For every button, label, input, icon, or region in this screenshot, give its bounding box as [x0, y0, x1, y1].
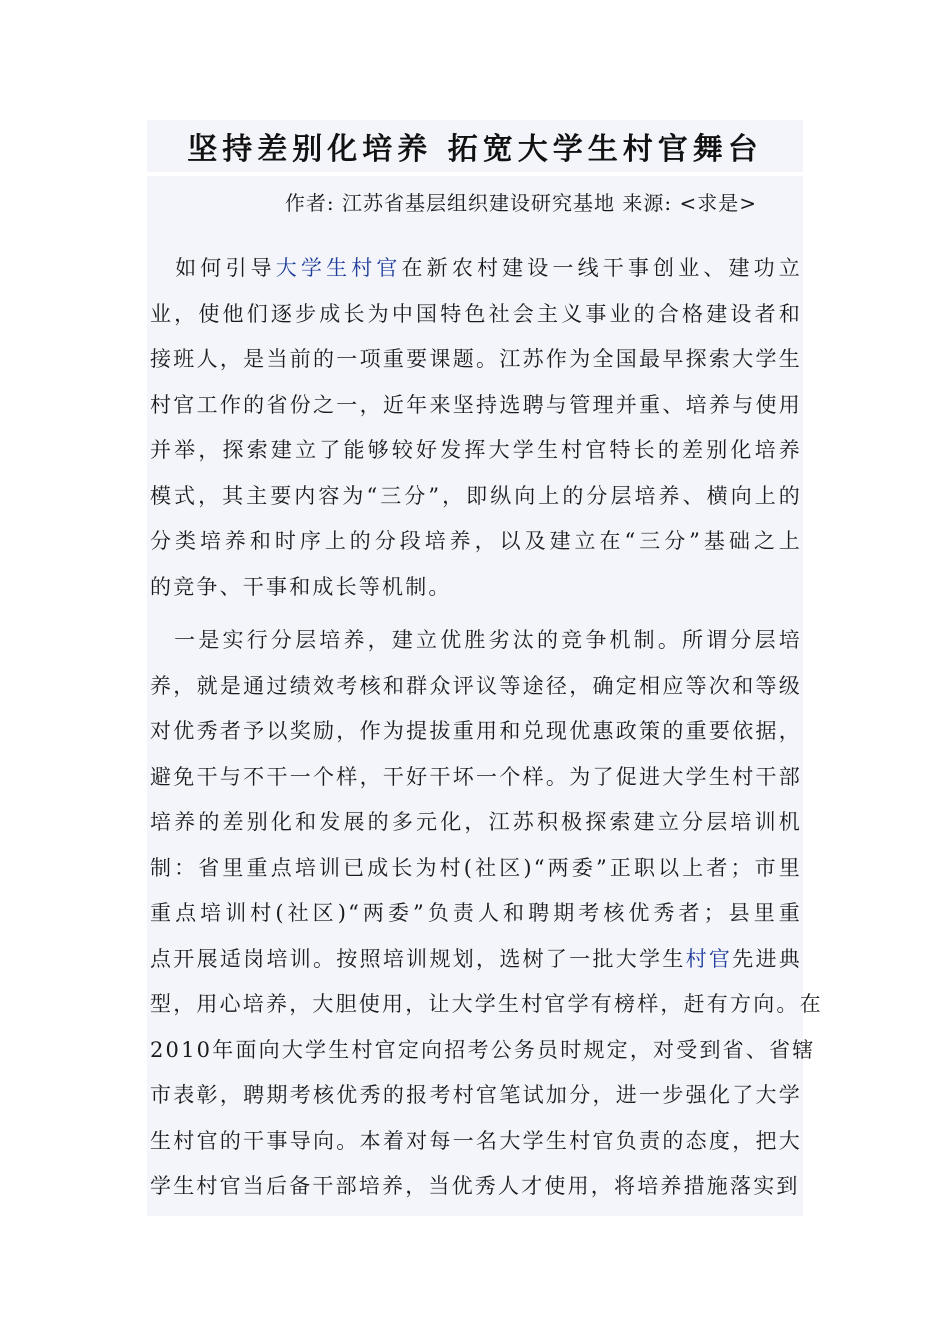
article-title: 坚持差别化培养 拓宽大学生村官舞台: [187, 132, 763, 167]
paragraph-line: [150, 709, 802, 755]
line-text: 的竞争、干事和成长等机制。: [150, 574, 452, 599]
paragraph-line: [150, 1119, 802, 1165]
paragraph-line: [150, 664, 802, 710]
line-text: 市表彰，聘期考核优秀的报考村官笔试加分，进一步强化了大学: [150, 1083, 802, 1107]
line-text: 对优秀者予以奖励，作为提拔重用和兑现优惠政策的重要依据，: [150, 719, 802, 743]
line-text: 制：省里重点培训已成长为村(社区)“两委”正职以上者；市里: [150, 855, 802, 880]
line-text: 型，用心培养，大胆使用，让大学生村官学有榜样，赶有方向。在: [150, 992, 823, 1016]
line-text: 在新农村建设一线干事创业、建功立: [401, 256, 803, 280]
line-text: 业，使他们逐步成长为中国特色社会主义事业的合格建设者和: [150, 301, 802, 326]
paragraph-line: [150, 1028, 816, 1074]
keyword-link[interactable]: 大学生村官: [275, 256, 402, 280]
line-text: 避免干与不干一个样，干好干坏一个样。为了促进大学生村干部: [150, 764, 802, 789]
line-text: 并举，探索建立了能够较好发挥大学生村官特长的差别化培养: [150, 438, 802, 462]
paragraph-line: [150, 1164, 802, 1210]
line-text: 重点培训村(社区)“两委”负责人和聘期考核优秀者；县里重: [150, 901, 802, 925]
line-text: 养，就是通过绩效考核和群众评议等途径，确定相应等次和等级: [150, 673, 802, 698]
line-text: 一是实行分层培养，建立优胜劣汰的竞争机制。所谓分层培: [150, 628, 802, 652]
line-text: 2010年面向大学生村官定向招考公务员时规定，对受到省、省辖: [150, 1037, 816, 1062]
paragraph-line: [150, 292, 802, 338]
paragraph-line: [150, 800, 802, 846]
line-text: 生村官的干事导向。本着对每一名大学生村官负责的态度，把大: [150, 1128, 802, 1153]
paragraph-2: [150, 618, 823, 1210]
paragraph-line: [150, 565, 802, 611]
paragraph-line: [150, 519, 802, 565]
paragraph-line: [150, 474, 802, 520]
paragraph-line: [150, 937, 802, 983]
paragraph-line: [150, 618, 802, 664]
paragraph-line: [150, 846, 802, 892]
paragraph-line: [150, 755, 802, 801]
paragraph-line: [150, 1073, 802, 1119]
line-text: 点开展适岗培训。按照培训规划，选树了一批大学生: [150, 946, 686, 971]
paragraph-line: [150, 383, 802, 429]
paragraph-line: [150, 428, 802, 474]
paragraph-line: [150, 891, 802, 937]
line-text: 先进典: [732, 946, 802, 971]
keyword-link[interactable]: 村官: [685, 946, 733, 971]
paragraph-1: [150, 246, 802, 610]
paragraph-line: [150, 337, 802, 383]
article-byline: 作者: 江苏省基层组织建设研究基地 来源: <求是>: [284, 191, 757, 215]
line-text: 分类培养和时序上的分段培养，以及建立在“三分”基础之上: [150, 529, 802, 553]
line-text: 村官工作的省份之一，近年来坚持选聘与管理并重、培养与使用: [150, 392, 802, 417]
paragraph-line: [150, 982, 823, 1028]
line-text: 学生村官当后备干部培养，当优秀人才使用，将培养措施落实到: [150, 1174, 800, 1198]
paragraph-line: [150, 246, 802, 292]
line-text: 模式，其主要内容为“三分”，即纵向上的分层培养、横向上的: [150, 483, 802, 508]
line-text: 接班人，是当前的一项重要课题。江苏作为全国最早探索大学生: [150, 347, 802, 371]
line-text: 培养的差别化和发展的多元化，江苏积极探索建立分层培训机: [150, 810, 802, 834]
line-text: 如何引导: [150, 256, 276, 280]
